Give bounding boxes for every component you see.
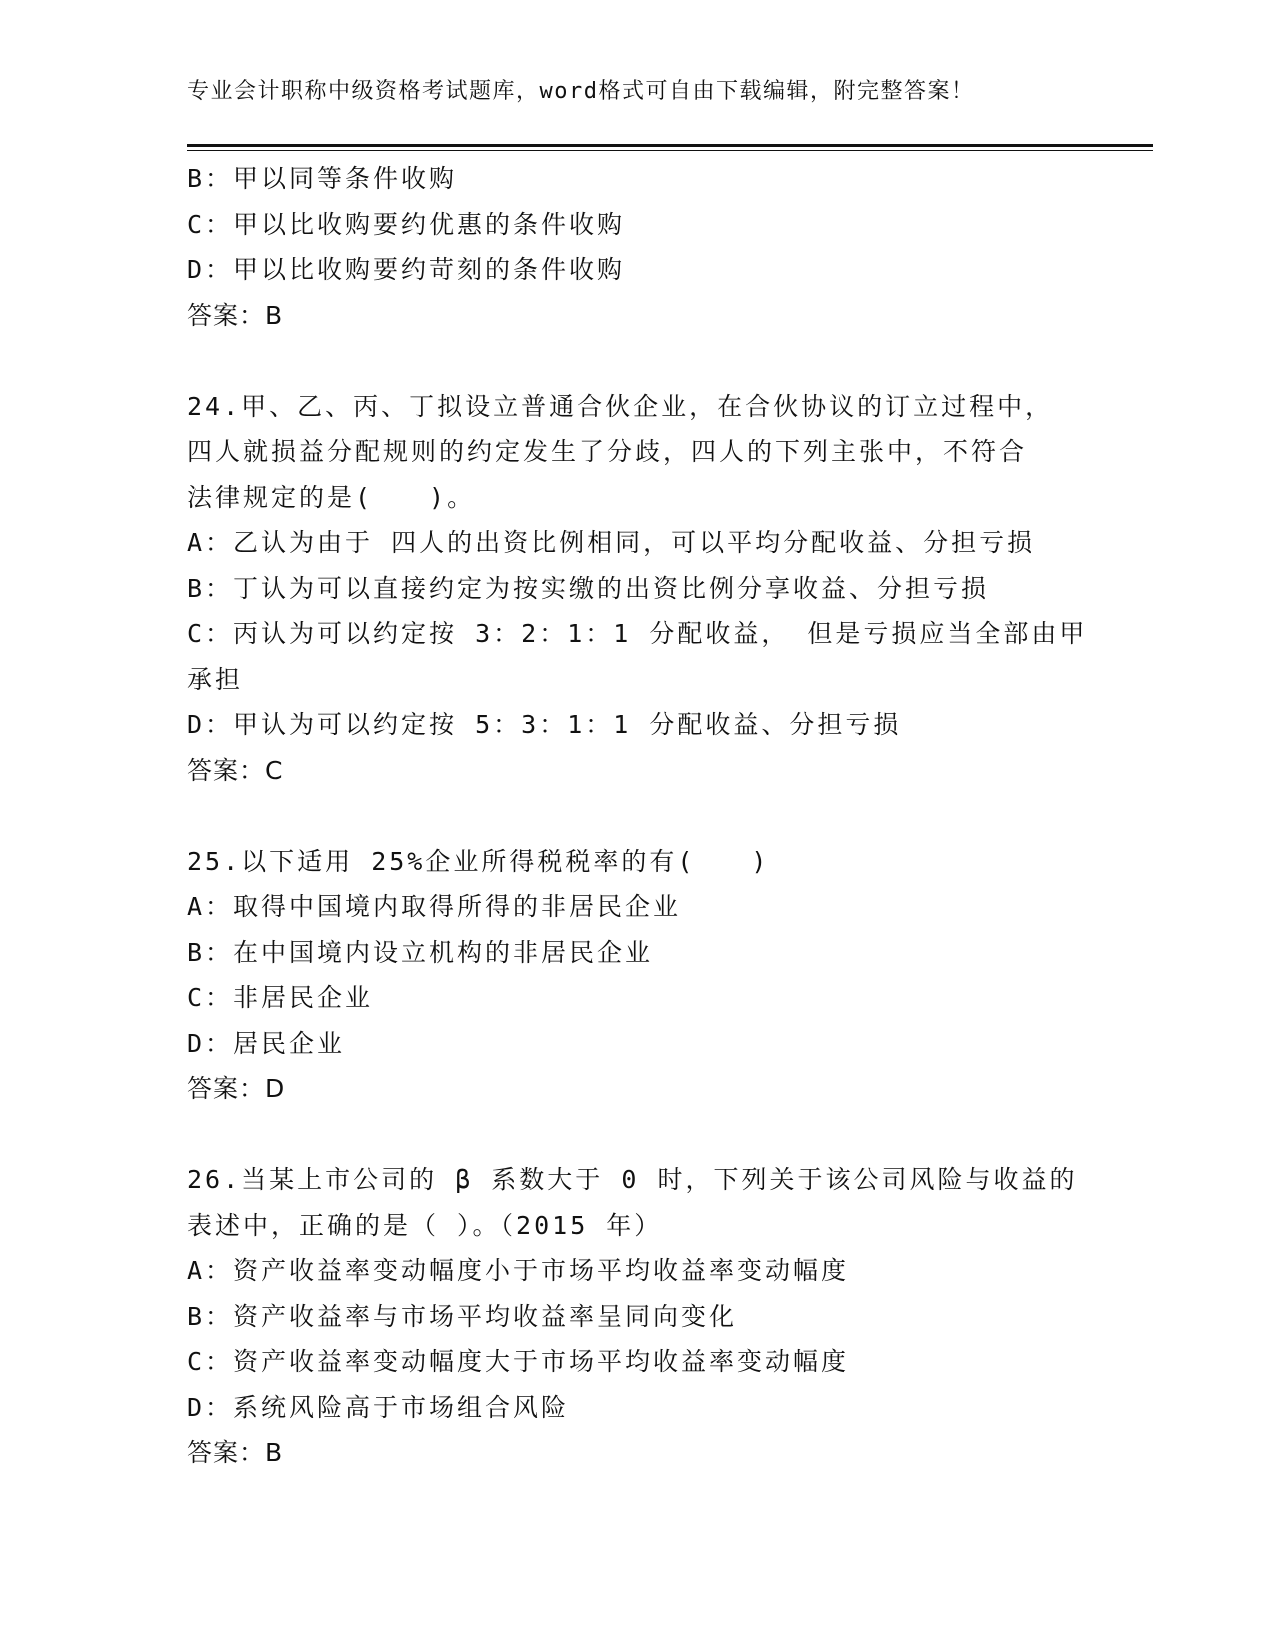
q24-answer: 答案：C: [187, 755, 284, 785]
page-header: 专业会计职称中级资格考试题库，word格式可自由下载编辑，附完整答案！: [187, 79, 975, 104]
q24-option-a: A：乙认为由于 四人的出资比例相同，可以平均分配收益、分担亏损: [187, 528, 1036, 557]
q24-option-c-line1: C：丙认为可以约定按 3：2：1：1 分配收益， 但是亏损应当全部由甲: [187, 619, 1088, 648]
q24-stem-line1: 24.甲、乙、丙、丁拟设立普通合伙企业，在合伙协议的订立过程中，: [187, 391, 1054, 421]
q24-stem-line3: 法律规定的是( )。: [187, 482, 476, 512]
header-rule-thick: [187, 144, 1153, 147]
q23-answer: 答案：B: [187, 300, 284, 330]
q23-option-d: D：甲以比收购要约苛刻的条件收购: [187, 255, 626, 284]
q24-option-c-line2: 承担: [187, 664, 244, 694]
q26-option-a: A：资产收益率变动幅度小于市场平均收益率变动幅度: [187, 1256, 850, 1285]
spacer: [187, 1112, 1087, 1158]
q25-stem: 25.以下适用 25%企业所得税税率的有( ): [187, 846, 770, 876]
spacer: [187, 338, 1087, 384]
q24-stem-line2: 四人就损益分配规则的约定发生了分歧，四人的下列主张中，不符合: [187, 437, 1028, 466]
q23-option-c: C：甲以比收购要约优惠的条件收购: [187, 209, 626, 239]
q25-option-b: B：在中国境内设立机构的非居民企业: [187, 937, 654, 967]
q25-option-d: D：居民企业: [187, 1028, 346, 1058]
q25-option-c: C：非居民企业: [187, 983, 374, 1012]
spacer: [187, 793, 1087, 839]
q26-stem-line2: 表述中，正确的是（ ）。（2015 年）: [187, 1210, 663, 1240]
q26-option-c: C：资产收益率变动幅度大于市场平均收益率变动幅度: [187, 1347, 850, 1376]
q26-stem-line1: 26.当某上市公司的 β 系数大于 0 时，下列关于该公司风险与收益的: [187, 1165, 1078, 1194]
q24-option-b: B：丁认为可以直接约定为按实缴的出资比例分享收益、分担亏损: [187, 573, 990, 603]
q26-option-b: B：资产收益率与市场平均收益率呈同向变化: [187, 1301, 738, 1331]
q23-option-b: B：甲以同等条件收购: [187, 164, 458, 193]
q25-option-a: A：取得中国境内取得所得的非居民企业: [187, 892, 682, 921]
header-rule-thin: [187, 150, 1153, 151]
q25-answer: 答案：D: [187, 1074, 286, 1103]
q26-option-d: D：系统风险高于市场组合风险: [187, 1392, 570, 1422]
question-content: [187, 156, 1087, 1476]
q26-answer: 答案：B: [187, 1438, 284, 1467]
q24-option-d: D：甲认为可以约定按 5：3：1：1 分配收益、分担亏损: [187, 710, 902, 739]
